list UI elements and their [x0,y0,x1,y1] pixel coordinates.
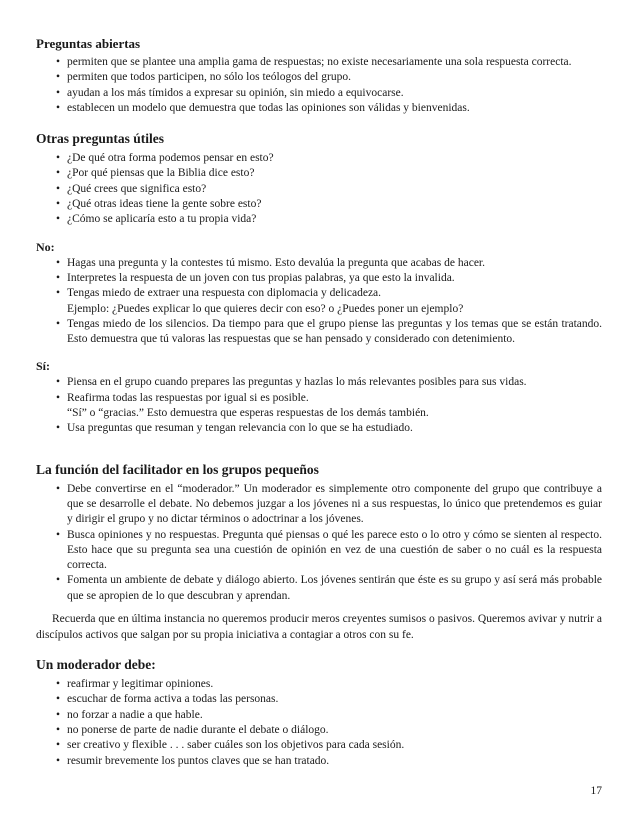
list-item: • no forzar a nadie a que hable. [36,708,602,723]
section-otras-preguntas [36,130,602,227]
section-si [36,359,602,436]
section-title: La función del facilitador en los grupos pequeños [36,461,319,477]
list-item: • Piensa en el grupo cuando prepares las preguntas y hazlas lo más relevantes posibles para sus vidas. [36,375,602,390]
list-item-example: Ejemplo: ¿Puedes explicar lo que quieres decir con eso? o ¿Puedes poner un ejemplo? [67,302,464,315]
list-item: • Fomenta un ambiente de debate y diálogo abierto. Los jóvenes sentirán que éste es su grupo y así será más probable que se apropien de lo que descubran y aprendan. [36,573,602,604]
list-item: • resumir brevemente los puntos claves que se han tratado. [36,754,602,769]
section-no [36,240,602,348]
list-item: • Interpretes la respuesta de un joven con tus propias palabras, ya que esto la invalida. [36,271,602,286]
section-title: Otras preguntas útiles [36,131,165,147]
list-item: • permiten que todos participen, no sólo los teólogos del grupo. [36,70,602,85]
section-preguntas-abiertas [36,36,602,116]
list-item: • ¿Por qué piensas que la Biblia dice esto? [36,166,602,181]
list-item: • Debe convertirse en el “moderador.” Un moderador es simplemente otro componente del grupo que contribuye a que se desarrolle el debate. No debemos juzgar a los jóvenes ni a sus respuestas, lo único que pretendemos es guiar y dirigir el grupo y no dictar términos o adoctrinar a los jóvenes. [36,482,602,528]
list-item: • ayudan a los más tímidos a expresar su opinión, sin miedo a equivocarse. [36,86,602,101]
list-item: • Busca opiniones y no respuestas. Pregunta qué piensas o qué les parece esto o lo otro y cómo se sienten al respecto. Esto hace que su pregunta sea una cuestión de opinión en vez de una cuestión de saber o no cuál es la respuesta correcta. [36,528,602,574]
page-number: 17 [590,785,602,797]
list-item: • no ponerse de parte de nadie durante el debate o diálogo. [36,723,602,738]
list-item: • Tengas miedo de los silencios. Da tiempo para que el grupo piense las preguntas y los temas que se están tratando. Esto demuestra que tú valoras las respuestas que se han pensado y considerado con detenimiento. [36,317,602,348]
list-item: • escuchar de forma activa a todas las personas. [36,692,602,707]
section-moderador [36,656,602,769]
list-item: • ¿Qué crees que significa esto? [36,182,602,197]
closing-paragraph: Recuerda que en última instancia no queremos producir meros creyentes sumisos o pasivos. Queremos avivar y nutrir a discípulos activos que salgan por su propia iniciativa a contagiar a otros con su fe. [36,613,602,641]
list-item: • Usa preguntas que resuman y tengan relevancia con lo que se ha estudiado. [36,421,602,436]
section-title: Un moderador debe: [36,657,156,673]
section-title: Sí: [36,359,51,374]
list-item: • Hagas una pregunta y la contestes tú mismo. Esto devalúa la pregunta que acabas de hacer. [36,256,602,271]
section-title: No: [36,239,55,254]
section-facilitador [36,461,602,643]
section-title: Preguntas abiertas [36,36,141,51]
list-item [36,391,602,422]
list-item: • reafirmar y legitimar opiniones. [36,677,602,692]
list-item [36,286,602,317]
list-item-text: Tengas miedo de extraer una respuesta con diplomacia y delicadeza. [67,287,382,300]
list-item: • ¿Qué otras ideas tiene la gente sobre esto? [36,197,602,212]
list-item-text: Reafirma todas las respuestas por igual si es posible. [67,391,309,404]
list-item: • ¿Cómo se aplicaría esto a tu propia vida? [36,212,602,227]
page-content [36,36,602,769]
list-item-sub: “Sí” o “gracias.” Esto demuestra que esperas respuestas de los demás también. [67,407,429,420]
list-item: • ¿De qué otra forma podemos pensar en esto? [36,151,602,166]
list-item: • permiten que se plantee una amplia gama de respuestas; no existe necesariamente una sola respuesta correcta. [36,55,602,70]
list-item: • ser creativo y flexible . . . saber cuáles son los objetivos para cada sesión. [36,738,602,753]
list-item: • establecen un modelo que demuestra que todas las opiniones son válidas y bienvenidas. [36,101,602,116]
